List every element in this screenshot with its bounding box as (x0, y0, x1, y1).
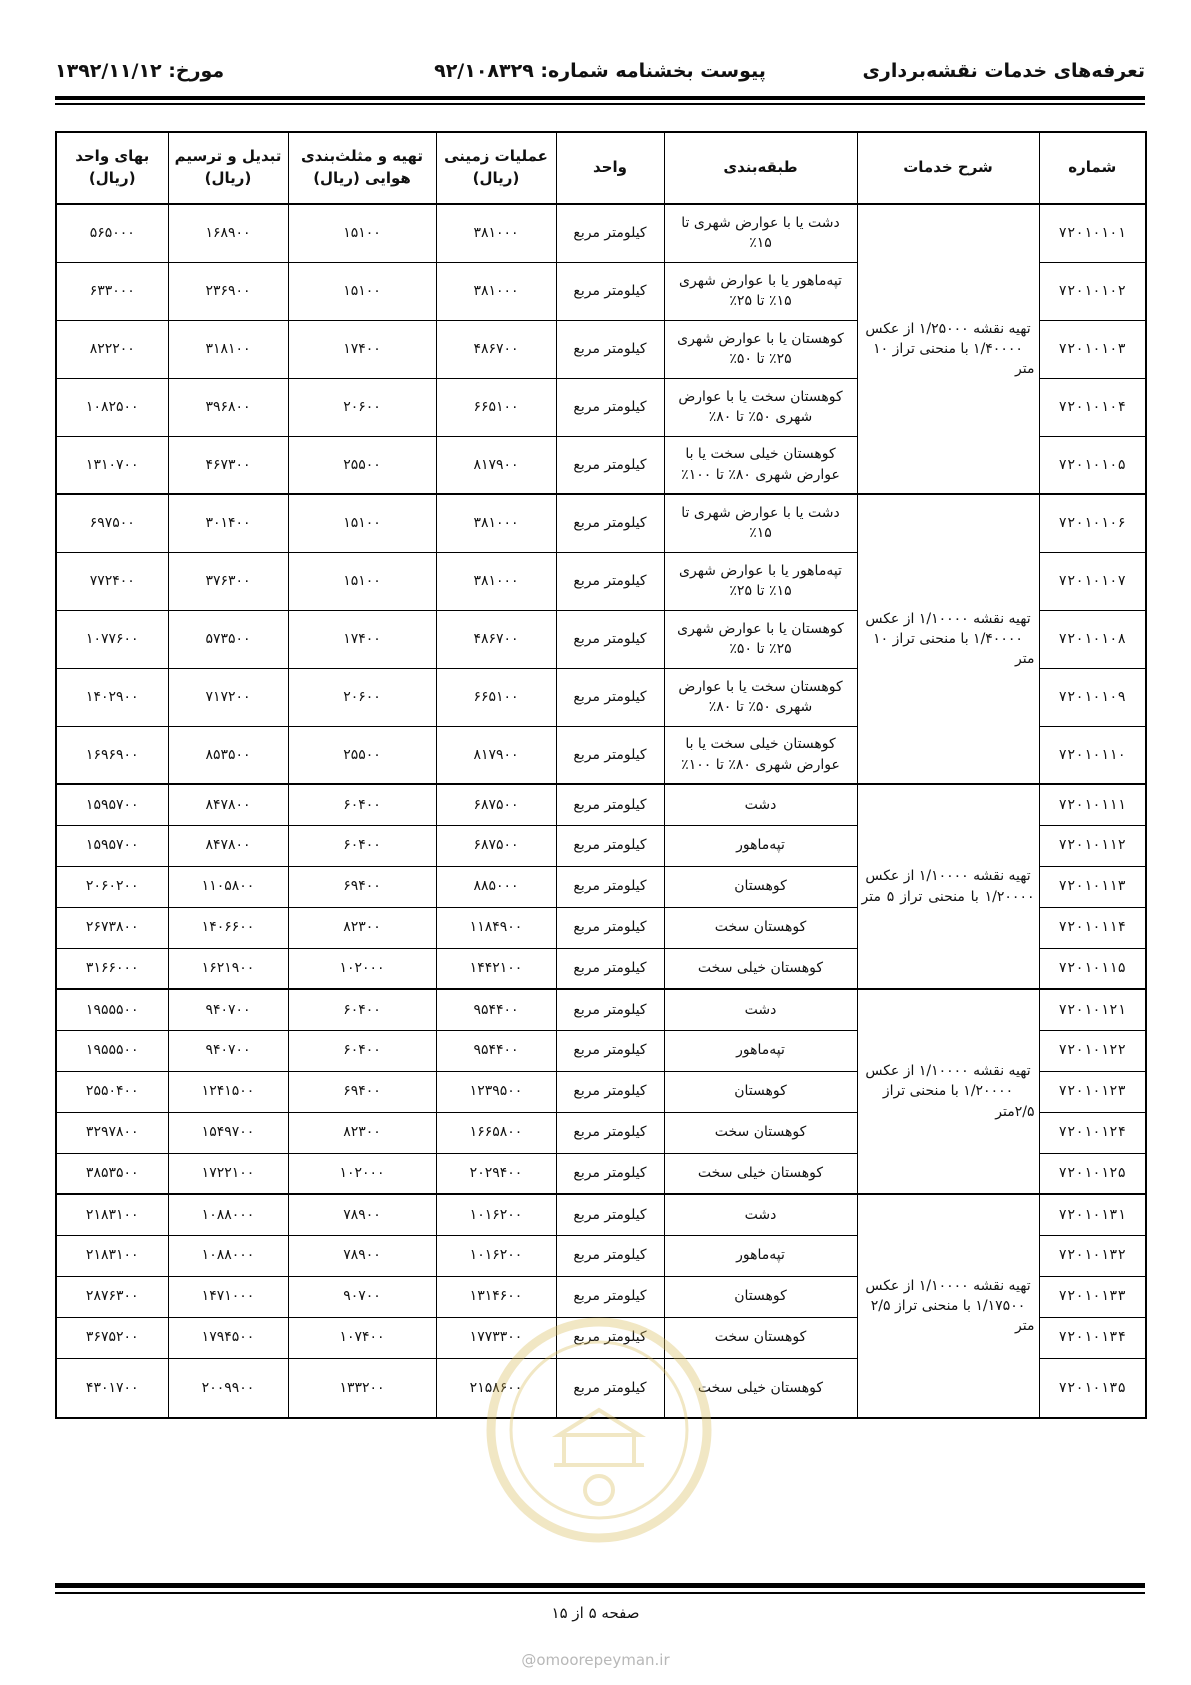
header-divider-thin (55, 103, 1145, 105)
service-description-cell: تهیه نقشه ۱/۱۰۰۰۰ از عکس ۱/۴۰۰۰۰ با منحنی تراز ۱۰ متر (857, 494, 1039, 784)
aerial-cell: ۶۰۴۰۰ (288, 825, 436, 866)
code-cell: ۷۲۰۱۰۱۱۰ (1039, 726, 1146, 784)
unit-cell: کیلومتر مربع (556, 1112, 664, 1153)
table-row (56, 989, 1146, 1030)
unit-cell: کیلومتر مربع (556, 1030, 664, 1071)
ground-ops-cell: ۱۱۸۴۹۰۰ (436, 907, 556, 948)
drafting-unit: (ریال) (204, 169, 252, 187)
code-cell: ۷۲۰۱۰۱۰۳ (1039, 320, 1146, 378)
classification-cell: کوهستان سخت (664, 1317, 857, 1358)
unit-price-label: بهای واحد (75, 147, 150, 166)
code-cell: ۷۲۰۱۰۱۱۵ (1039, 948, 1146, 989)
code-cell: ۷۲۰۱۰۱۱۱ (1039, 784, 1146, 825)
ground-ops-cell: ۲۱۵۸۶۰۰ (436, 1358, 556, 1418)
aerial-cell: ۶۰۴۰۰ (288, 989, 436, 1030)
aerial-cell: ۷۸۹۰۰ (288, 1194, 436, 1235)
drafting-cell: ۹۴۰۷۰۰ (168, 989, 288, 1030)
code-cell: ۷۲۰۱۰۱۰۲ (1039, 262, 1146, 320)
drafting-cell: ۵۷۳۵۰۰ (168, 610, 288, 668)
drafting-cell: ۱۶۲۱۹۰۰ (168, 948, 288, 989)
classification-cell: کوهستان خیلی سخت یا با عوارض شهری ۸۰٪ تا ۱۰۰٪ (664, 726, 857, 784)
drafting-cell: ۳۰۱۴۰۰ (168, 494, 288, 552)
drafting-cell: ۳۷۶۳۰۰ (168, 552, 288, 610)
unit-cell: کیلومتر مربع (556, 1317, 664, 1358)
classification-cell: کوهستان سخت یا با عوارض شهری ۵۰٪ تا ۸۰٪ (664, 668, 857, 726)
column-header-classification: طبقه‌بندی (664, 132, 857, 204)
unit-cell: کیلومتر مربع (556, 1153, 664, 1194)
table-row (56, 784, 1146, 825)
unit-price-cell: ۷۷۲۴۰۰ (56, 552, 168, 610)
unit-price-cell: ۳۸۵۳۵۰۰ (56, 1153, 168, 1194)
unit-cell: کیلومتر مربع (556, 948, 664, 989)
classification-cell: کوهستان (664, 1071, 857, 1112)
column-header-description: شرح خدمات (857, 132, 1039, 204)
document-title: تعرفه‌های خدمات نقشه‌برداری (862, 60, 1145, 82)
unit-price-cell: ۲۸۷۶۳۰۰ (56, 1276, 168, 1317)
aerial-cell: ۸۲۳۰۰ (288, 907, 436, 948)
classification-cell: دشت یا با عوارض شهری تا ۱۵٪ (664, 494, 857, 552)
unit-price-cell: ۱۶۹۶۹۰۰ (56, 726, 168, 784)
classification-cell: کوهستان یا با عوارض شهری ۲۵٪ تا ۵۰٪ (664, 320, 857, 378)
ground-ops-cell: ۳۸۱۰۰۰ (436, 494, 556, 552)
aerial-cell: ۱۷۴۰۰ (288, 320, 436, 378)
ground-ops-cell: ۳۸۱۰۰۰ (436, 204, 556, 262)
unit-cell: کیلومتر مربع (556, 784, 664, 825)
unit-price-cell: ۲۱۸۳۱۰۰ (56, 1235, 168, 1276)
drafting-cell: ۱۴۰۶۶۰۰ (168, 907, 288, 948)
drafting-cell: ۹۴۰۷۰۰ (168, 1030, 288, 1071)
tariff-table (55, 131, 1147, 1419)
unit-price-cell: ۶۹۷۵۰۰ (56, 494, 168, 552)
drafting-cell: ۱۴۷۱۰۰۰ (168, 1276, 288, 1317)
column-header-code: شماره (1039, 132, 1146, 204)
unit-cell: کیلومتر مربع (556, 989, 664, 1030)
code-cell: ۷۲۰۱۰۱۲۳ (1039, 1071, 1146, 1112)
circular-number: پیوست بخشنامه شماره: ۹۲/۱۰۸۳۲۹ (434, 60, 766, 82)
classification-cell: کوهستان سخت (664, 907, 857, 948)
page-header (55, 60, 1145, 90)
code-cell: ۷۲۰۱۰۱۳۲ (1039, 1235, 1146, 1276)
unit-price-cell: ۱۵۹۵۷۰۰ (56, 784, 168, 825)
unit-cell: کیلومتر مربع (556, 726, 664, 784)
unit-price-unit: (ریال) (88, 169, 136, 187)
unit-cell: کیلومتر مربع (556, 1235, 664, 1276)
code-cell: ۷۲۰۱۰۱۲۱ (1039, 989, 1146, 1030)
ground-ops-cell: ۳۸۱۰۰۰ (436, 262, 556, 320)
aerial-cell: ۶۰۴۰۰ (288, 784, 436, 825)
ground-ops-cell: ۶۶۵۱۰۰ (436, 378, 556, 436)
drafting-cell: ۱۷۲۲۱۰۰ (168, 1153, 288, 1194)
drafting-cell: ۳۹۶۸۰۰ (168, 378, 288, 436)
drafting-cell: ۱۲۴۱۵۰۰ (168, 1071, 288, 1112)
unit-cell: کیلومتر مربع (556, 866, 664, 907)
drafting-cell: ۱۶۸۹۰۰ (168, 204, 288, 262)
unit-cell: کیلومتر مربع (556, 378, 664, 436)
classification-cell: کوهستان (664, 866, 857, 907)
classification-cell: تپه‌ماهور (664, 1030, 857, 1071)
drafting-cell: ۱۰۸۸۰۰۰ (168, 1194, 288, 1235)
ground-ops-label: عملیات زمینی (444, 147, 548, 166)
code-cell: ۷۲۰۱۰۱۰۵ (1039, 436, 1146, 494)
table-header-row (56, 132, 1146, 204)
ground-ops-cell: ۳۸۱۰۰۰ (436, 552, 556, 610)
aerial-cell: ۸۲۳۰۰ (288, 1112, 436, 1153)
unit-price-cell: ۲۵۵۰۴۰۰ (56, 1071, 168, 1112)
ground-ops-cell: ۸۱۷۹۰۰ (436, 726, 556, 784)
unit-cell: کیلومتر مربع (556, 436, 664, 494)
code-cell: ۷۲۰۱۰۱۱۴ (1039, 907, 1146, 948)
aerial-cell: ۱۰۲۰۰۰ (288, 1153, 436, 1194)
drafting-cell: ۳۱۸۱۰۰ (168, 320, 288, 378)
classification-cell: دشت (664, 989, 857, 1030)
aerial-cell: ۱۰۲۰۰۰ (288, 948, 436, 989)
code-cell: ۷۲۰۱۰۱۳۴ (1039, 1317, 1146, 1358)
drafting-cell: ۱۷۹۴۵۰۰ (168, 1317, 288, 1358)
column-header-drafting (168, 132, 288, 204)
ground-ops-cell: ۱۲۳۹۵۰۰ (436, 1071, 556, 1112)
ground-ops-cell: ۱۰۱۶۲۰۰ (436, 1235, 556, 1276)
service-description-cell: تهیه نقشه ۱/۱۰۰۰۰ از عکس ۱/۲۰۰۰۰ با منحنی تراز ۲/۵متر (857, 989, 1039, 1194)
code-cell: ۷۲۰۱۰۱۰۷ (1039, 552, 1146, 610)
page-number: صفحه ۵ از ۱۵ (551, 1604, 640, 1622)
ground-ops-cell: ۱۷۷۳۳۰۰ (436, 1317, 556, 1358)
classification-cell: کوهستان خیلی سخت یا با عوارض شهری ۸۰٪ تا ۱۰۰٪ (664, 436, 857, 494)
ground-ops-cell: ۶۸۷۵۰۰ (436, 784, 556, 825)
drafting-cell: ۱۱۰۵۸۰۰ (168, 866, 288, 907)
code-cell: ۷۲۰۱۰۱۰۱ (1039, 204, 1146, 262)
unit-price-cell: ۲۰۶۰۲۰۰ (56, 866, 168, 907)
classification-cell: کوهستان سخت (664, 1112, 857, 1153)
drafting-cell: ۸۵۳۵۰۰ (168, 726, 288, 784)
code-cell: ۷۲۰۱۰۱۰۶ (1039, 494, 1146, 552)
aerial-cell: ۶۹۴۰۰ (288, 866, 436, 907)
ground-ops-cell: ۶۸۷۵۰۰ (436, 825, 556, 866)
ground-ops-cell: ۱۶۶۵۸۰۰ (436, 1112, 556, 1153)
unit-price-cell: ۱۴۰۲۹۰۰ (56, 668, 168, 726)
aerial-cell: ۲۵۵۰۰ (288, 726, 436, 784)
unit-price-cell: ۱۹۵۵۵۰۰ (56, 989, 168, 1030)
code-cell: ۷۲۰۱۰۱۱۳ (1039, 866, 1146, 907)
service-description-cell: تهیه نقشه ۱/۱۰۰۰۰ از عکس ۱/۲۰۰۰۰ با منحنی تراز ۵ متر (857, 784, 1039, 989)
unit-price-cell: ۵۶۵۰۰۰ (56, 204, 168, 262)
ground-ops-cell: ۱۰۱۶۲۰۰ (436, 1194, 556, 1235)
aerial-cell: ۱۵۱۰۰ (288, 494, 436, 552)
column-header-aerial-triangulation (288, 132, 436, 204)
unit-cell: کیلومتر مربع (556, 262, 664, 320)
aerial-cell: ۱۵۱۰۰ (288, 552, 436, 610)
unit-cell: کیلومتر مربع (556, 825, 664, 866)
circular-date: مورخ: ۱۳۹۲/۱۱/۱۲ (55, 60, 225, 82)
unit-price-cell: ۴۳۰۱۷۰۰ (56, 1358, 168, 1418)
aerial-cell: ۱۵۱۰۰ (288, 262, 436, 320)
drafting-cell: ۸۴۷۸۰۰ (168, 825, 288, 866)
code-cell: ۷۲۰۱۰۱۳۵ (1039, 1358, 1146, 1418)
service-description-cell: تهیه نقشه ۱/۲۵۰۰۰ از عکس ۱/۴۰۰۰۰ با منحنی تراز ۱۰ متر (857, 204, 1039, 494)
code-cell: ۷۲۰۱۰۱۰۴ (1039, 378, 1146, 436)
unit-price-cell: ۱۰۷۷۶۰۰ (56, 610, 168, 668)
unit-price-cell: ۲۶۷۳۸۰۰ (56, 907, 168, 948)
aerial-cell: ۱۳۳۲۰۰ (288, 1358, 436, 1418)
ground-ops-cell: ۱۳۱۴۶۰۰ (436, 1276, 556, 1317)
classification-cell: کوهستان (664, 1276, 857, 1317)
aerial-unit: هوایی (ریال) (313, 169, 411, 187)
code-cell: ۷۲۰۱۰۱۳۳ (1039, 1276, 1146, 1317)
column-header-unit: واحد (556, 132, 664, 204)
table-row (56, 494, 1146, 552)
watermark-site: @omoorepeyman.ir (521, 1651, 670, 1669)
footer-divider (55, 1583, 1145, 1588)
header-divider (55, 96, 1145, 100)
ground-ops-cell: ۸۸۵۰۰۰ (436, 866, 556, 907)
classification-cell: تپه‌ماهور (664, 1235, 857, 1276)
code-cell: ۷۲۰۱۰۱۳۱ (1039, 1194, 1146, 1235)
unit-price-cell: ۶۳۳۰۰۰ (56, 262, 168, 320)
table-body (56, 204, 1146, 1418)
aerial-cell: ۶۹۴۰۰ (288, 1071, 436, 1112)
code-cell: ۷۲۰۱۰۱۲۲ (1039, 1030, 1146, 1071)
unit-cell: کیلومتر مربع (556, 1358, 664, 1418)
drafting-label: تبدیل و ترسیم (174, 147, 282, 166)
ground-ops-cell: ۴۸۶۷۰۰ (436, 610, 556, 668)
ground-ops-cell: ۱۴۴۲۱۰۰ (436, 948, 556, 989)
aerial-cell: ۲۰۶۰۰ (288, 378, 436, 436)
aerial-cell: ۲۰۶۰۰ (288, 668, 436, 726)
column-header-ground-ops (436, 132, 556, 204)
code-cell: ۷۲۰۱۰۱۱۲ (1039, 825, 1146, 866)
ground-ops-cell: ۸۱۷۹۰۰ (436, 436, 556, 494)
unit-cell: کیلومتر مربع (556, 668, 664, 726)
ground-ops-cell: ۴۸۶۷۰۰ (436, 320, 556, 378)
drafting-cell: ۷۱۷۲۰۰ (168, 668, 288, 726)
unit-cell: کیلومتر مربع (556, 907, 664, 948)
drafting-cell: ۴۶۷۳۰۰ (168, 436, 288, 494)
unit-cell: کیلومتر مربع (556, 1194, 664, 1235)
unit-cell: کیلومتر مربع (556, 1276, 664, 1317)
classification-cell: کوهستان سخت یا با عوارض شهری ۵۰٪ تا ۸۰٪ (664, 378, 857, 436)
watermark-seal-logo (484, 1315, 714, 1545)
classification-cell: تپه‌ماهور یا با عوارض شهری ۱۵٪ تا ۲۵٪ (664, 552, 857, 610)
unit-cell: کیلومتر مربع (556, 1071, 664, 1112)
ground-ops-cell: ۶۶۵۱۰۰ (436, 668, 556, 726)
table-row (56, 1194, 1146, 1235)
drafting-cell: ۱۰۸۸۰۰۰ (168, 1235, 288, 1276)
column-header-unit-price (56, 132, 168, 204)
aerial-cell: ۶۰۴۰۰ (288, 1030, 436, 1071)
classification-cell: دشت (664, 784, 857, 825)
classification-cell: کوهستان خیلی سخت (664, 1153, 857, 1194)
aerial-cell: ۱۵۱۰۰ (288, 204, 436, 262)
unit-cell: کیلومتر مربع (556, 320, 664, 378)
footer-divider-thin (55, 1592, 1145, 1594)
drafting-cell: ۸۴۷۸۰۰ (168, 784, 288, 825)
aerial-label: تهیه و مثلث‌بندی (300, 147, 424, 166)
classification-cell: دشت یا با عوارض شهری تا ۱۵٪ (664, 204, 857, 262)
classification-cell: کوهستان خیلی سخت (664, 948, 857, 989)
unit-price-cell: ۱۰۸۲۵۰۰ (56, 378, 168, 436)
drafting-cell: ۱۵۴۹۷۰۰ (168, 1112, 288, 1153)
code-cell: ۷۲۰۱۰۱۰۸ (1039, 610, 1146, 668)
ground-ops-cell: ۹۵۴۴۰۰ (436, 1030, 556, 1071)
unit-price-cell: ۲۱۸۳۱۰۰ (56, 1194, 168, 1235)
ground-ops-cell: ۲۰۲۹۴۰۰ (436, 1153, 556, 1194)
unit-cell: کیلومتر مربع (556, 494, 664, 552)
aerial-cell: ۹۰۷۰۰ (288, 1276, 436, 1317)
aerial-cell: ۷۸۹۰۰ (288, 1235, 436, 1276)
drafting-cell: ۲۰۰۹۹۰۰ (168, 1358, 288, 1418)
ground-ops-unit: (ریال) (472, 169, 520, 187)
unit-price-cell: ۱۵۹۵۷۰۰ (56, 825, 168, 866)
aerial-cell: ۲۵۵۰۰ (288, 436, 436, 494)
unit-price-cell: ۱۳۱۰۷۰۰ (56, 436, 168, 494)
unit-price-cell: ۳۱۶۶۰۰۰ (56, 948, 168, 989)
classification-cell: کوهستان یا با عوارض شهری ۲۵٪ تا ۵۰٪ (664, 610, 857, 668)
service-description-cell: تهیه نقشه ۱/۱۰۰۰۰ از عکس ۱/۱۷۵۰۰ با منحنی تراز ۲/۵ متر (857, 1194, 1039, 1418)
code-cell: ۷۲۰۱۰۱۰۹ (1039, 668, 1146, 726)
drafting-cell: ۲۳۶۹۰۰ (168, 262, 288, 320)
unit-price-cell: ۸۲۲۲۰۰ (56, 320, 168, 378)
code-cell: ۷۲۰۱۰۱۲۵ (1039, 1153, 1146, 1194)
unit-price-cell: ۳۲۹۷۸۰۰ (56, 1112, 168, 1153)
classification-cell: کوهستان خیلی سخت (664, 1358, 857, 1418)
unit-cell: کیلومتر مربع (556, 552, 664, 610)
classification-cell: دشت (664, 1194, 857, 1235)
ground-ops-cell: ۹۵۴۴۰۰ (436, 989, 556, 1030)
code-cell: ۷۲۰۱۰۱۲۴ (1039, 1112, 1146, 1153)
unit-price-cell: ۳۶۷۵۲۰۰ (56, 1317, 168, 1358)
table-row (56, 204, 1146, 262)
classification-cell: تپه‌ماهور یا با عوارض شهری ۱۵٪ تا ۲۵٪ (664, 262, 857, 320)
aerial-cell: ۱۰۷۴۰۰ (288, 1317, 436, 1358)
unit-cell: کیلومتر مربع (556, 610, 664, 668)
unit-cell: کیلومتر مربع (556, 204, 664, 262)
aerial-cell: ۱۷۴۰۰ (288, 610, 436, 668)
unit-price-cell: ۱۹۵۵۵۰۰ (56, 1030, 168, 1071)
classification-cell: تپه‌ماهور (664, 825, 857, 866)
